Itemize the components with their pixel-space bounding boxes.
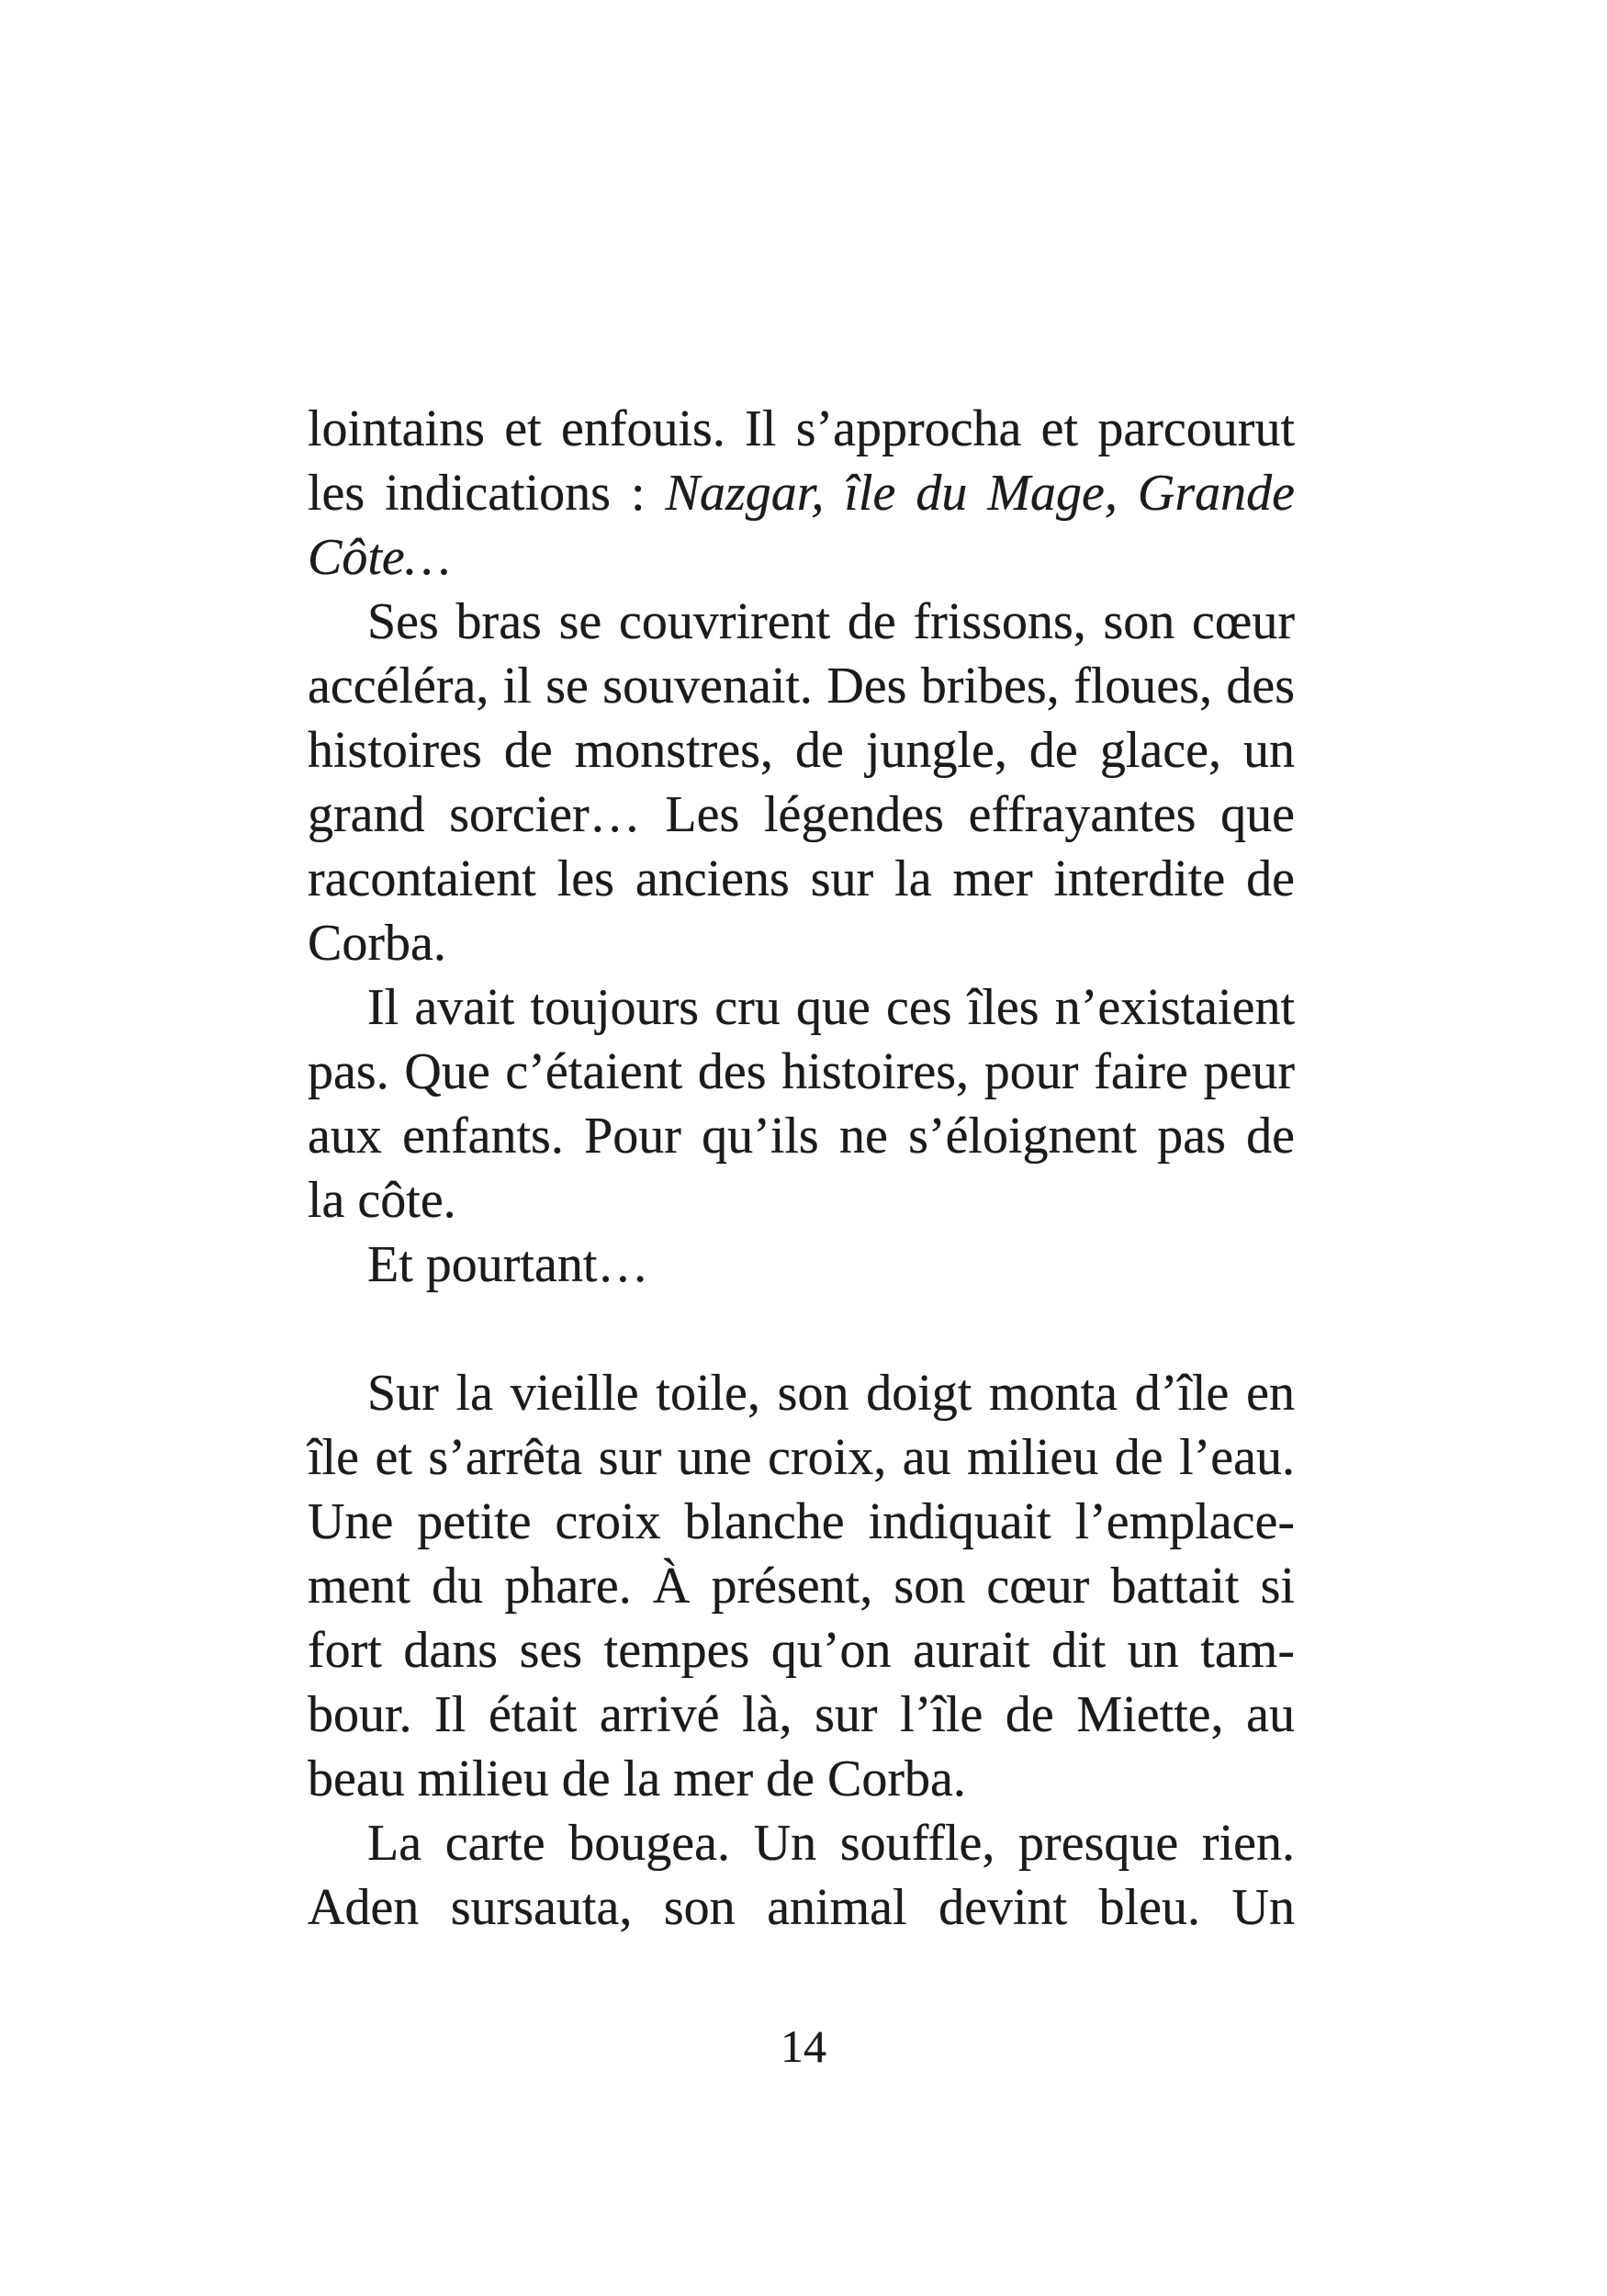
- text-segment: grand sorcier… Les légendes effrayantes que: [308, 786, 1295, 843]
- text-line: [308, 1104, 1295, 1168]
- text-line: [308, 1361, 1295, 1425]
- text-line: [308, 1040, 1295, 1104]
- text-segment: racontaient les anciens sur la mer interdite de: [308, 850, 1295, 907]
- text-line: [308, 1168, 1295, 1232]
- text-line: [308, 654, 1295, 718]
- text-segment: La carte bougea. Un souffle, presque rien.: [367, 1815, 1295, 1872]
- text-segment: Ses bras se couvrirent de frissons, son cœur: [367, 593, 1295, 650]
- text-segment: Et pourtant…: [367, 1236, 649, 1293]
- text-line: [308, 1683, 1295, 1747]
- text-segment: Une petite croix blanche indiquait l’emplace-: [308, 1493, 1295, 1550]
- text-segment: accéléra, il se souvenait. Des bribes, floues, des: [308, 658, 1295, 715]
- text-line: [308, 911, 1295, 975]
- text-segment: les indications :: [308, 465, 666, 522]
- page-number: 14: [781, 2020, 826, 2072]
- text-line: [308, 718, 1295, 782]
- text-segment: beau milieu de la mer de Corba.: [308, 1750, 966, 1807]
- text-segment: ment du phare. À présent, son cœur battait si: [308, 1558, 1295, 1615]
- text-segment: pas. Que c’étaient des histoires, pour faire peur: [308, 1043, 1295, 1100]
- text-segment: aux enfants. Pour qu’ils ne s’éloignent pas de: [308, 1108, 1295, 1165]
- text-segment: la côte.: [308, 1172, 456, 1229]
- text-segment: Aden sursauta, son animal devint bleu. Un: [308, 1879, 1295, 1936]
- text-line: [308, 1875, 1295, 1940]
- text-line: [308, 1425, 1295, 1490]
- text-line: [308, 1811, 1295, 1875]
- italic-text-segment: Nazgar, île du Mage, Grande: [665, 465, 1295, 522]
- text-segment: Corba.: [308, 915, 446, 972]
- text-line: [308, 975, 1295, 1040]
- text-segment: lointains et enfouis. Il s’approcha et parcourut: [308, 400, 1295, 457]
- text-line: [308, 847, 1295, 911]
- text-line: [308, 1747, 1295, 1811]
- text-line: [308, 525, 1295, 590]
- text-block: [308, 397, 1295, 1940]
- text-segment: histoires de monstres, de jungle, de glace, un: [308, 722, 1295, 779]
- text-line: [308, 397, 1295, 461]
- text-segment: Sur la vieille toile, son doigt monta d’île en: [367, 1365, 1295, 1422]
- text-line: [308, 461, 1295, 525]
- text-line: [308, 590, 1295, 654]
- text-segment: fort dans ses tempes qu’on aurait dit un tam-: [308, 1622, 1295, 1679]
- text-segment: île et s’arrêta sur une croix, au milieu de l’eau.: [308, 1429, 1295, 1486]
- italic-text-segment: Côte…: [308, 529, 451, 586]
- text-line: [308, 1490, 1295, 1554]
- text-segment: bour. Il était arrivé là, sur l’île de Miette, au: [308, 1686, 1295, 1743]
- text-line: [308, 1618, 1295, 1683]
- text-line: [308, 1232, 1295, 1297]
- text-segment: Il avait toujours cru que ces îles n’existaient: [367, 979, 1295, 1036]
- text-line: [308, 1554, 1295, 1618]
- paragraph-spacer: [308, 1297, 1295, 1361]
- text-line: [308, 782, 1295, 847]
